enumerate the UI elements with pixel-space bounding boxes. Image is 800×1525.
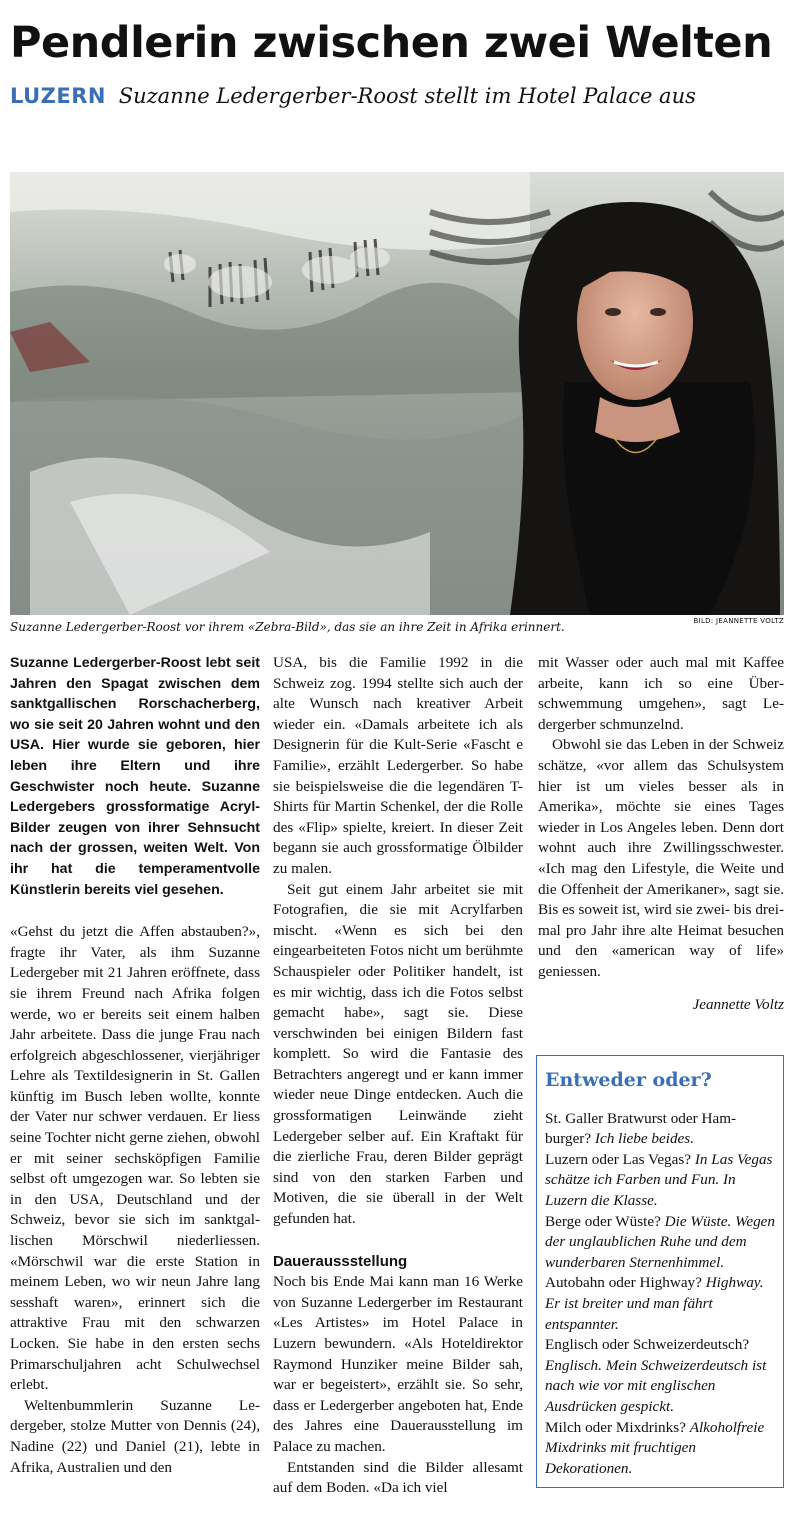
body-paragraph: Obwohl sie das Leben in der Schweiz schätze, «vor allem das Schulsystem hier ist um vieles besser als in Amerika», möchte sie eines Tages wieder in Los Angeles leben. Denn dort wohnt auch ihre Zwillingsschwester. «Ich mag den Lifestyle, die Weite und die Offenheit der Amerikaner», sagt sie. Bis es soweit ist, wird sie zwei- bis dreimal pro Jahr ihre alte Heimat besuchen und den «american way of life» geniessen. <box>538 736 784 980</box>
body-paragraph: Weltenbummlerin Suzanne Ledergeber, stolze Mutter von Dennis (24), Nadine (22) und Daniel (21), lebte in Afrika, Australien und den <box>10 1396 260 1476</box>
qa-answer: In Las Vegas schätze ich Farben und Fun. In Luzern die Klasse. <box>545 1150 773 1210</box>
qa-answer: Die Wüste. Wegen der unglaublichen Ruhe und dem wunderbaren Sternenhimmel. <box>545 1212 776 1271</box>
headline: Pendlerin zwischen zwei Welten <box>10 18 773 68</box>
column-3 <box>538 653 784 1488</box>
body-paragraph: mit Wasser oder auch mal mit Kaffee arbeite, kann ich so eine Überschwemmung umgehen», sagt Ledergerber schmunzelnd. <box>538 654 784 733</box>
infobox <box>536 1055 784 1488</box>
qa-item <box>545 1212 775 1274</box>
subheadline <box>10 84 790 108</box>
qa-item <box>545 1150 775 1212</box>
column-2 <box>273 653 523 1499</box>
lead-paragraph: Suzanne Ledergerber-Roost lebt seit Jahren den Spagat zwischen dem sanktgallischen Rorschacherberg, wo sie seit 20 Jahren wohnt und den USA. Hier wurde sie geboren, hier leben ihre Eltern und ihre Geschwister noch heute. Suzanne Ledergebers grossformatige Acryl-Bilder zeugen von ihrer Sehnsucht nach der grossen, weiten Welt. Von ihr hat die temperamentvolle Künstlerin bereits viel gesehen. <box>10 655 260 898</box>
qa-question: Autobahn oder Highway? <box>545 1274 702 1292</box>
qa-question: Berge oder Wüste? <box>545 1212 661 1230</box>
deck: Suzanne Ledergerber-Roost stellt im Hotel Palace aus <box>118 84 696 108</box>
qa-answer: Alkoholfreie Mixdrinks mit fruchtigen Dekorationen. <box>545 1418 765 1477</box>
body-paragraph: USA, bis die Familie 1992 in die Schweiz zog. 1994 stellte sich auch der alte Wunsch nach kreativer Arbeit wieder ein. «Damals arbeitete ich als Designerin für die Kult-Serie «Fascht e Familie», erzählt Ledergerber. So habe sie beispielsweise die die legendären T-Shirts für Martin Schenkel, der die Rolle des «Flip» spielte, kreiert. In dieser Zeit begann sie auch grossformatige Ölbilder zu malen. <box>273 654 523 877</box>
qa-question: St. Galler Bratwurst oder Hamburger? <box>545 1109 737 1148</box>
body-paragraph: «Gehst du jetzt die Affen abstauben?», fragte ihr Vater, als ihm Suzanne Ledergeber mit 21 Jahren eröffnete, dass sie ihrem Freund nach Afrika folgen werde, wo er bereits seit einem halben Jahr arbeitete. Dass die junge Frau nach erfolgreich abgeschlossener, vierjähriger Lehre als Textildesignerin in St. Gallen künftig im Busch leben wollte, konnte der Vater nur schwer verdauen. Er liess seine Tochter nicht gerne ziehen, obwohl er mit seiner sechsköpfigen Familie selbst oft umgezogen war. So lebten sie in den USA, Deutschland und der Schweiz, bevor sie sich im sanktgallischen Mörschwil niederliessen. «Mörschwil war die erste Station in meinem Leben, wo wir neun Jahre lang sesshaft waren», erinnert sich die attraktive Frau mit den schwarzen Locken. Sie habe in den ersten sechs Primarschuljahren acht Schulwechsel erlebt. <box>10 923 260 1394</box>
portrait-photo-icon <box>10 172 784 615</box>
photo-credit: BILD: JEANNETTE VOLTZ <box>693 617 784 625</box>
qa-item <box>545 1109 775 1150</box>
qa-item <box>545 1418 775 1480</box>
qa-question: Englisch oder Schweizerdeutsch? <box>545 1336 750 1354</box>
qa-answer: Highway. Er ist breiter und man fährt entspannter. <box>545 1274 764 1333</box>
section-heading: Daueraussstellung <box>273 1252 408 1270</box>
qa-answer: Ich liebe beides. <box>594 1130 695 1148</box>
qa-question: Milch oder Mixdrinks? <box>545 1418 686 1436</box>
dateline: LUZERN <box>10 84 107 108</box>
photo-caption: Suzanne Ledergerber-Roost vor ihrem «Zebra-Bild», das sie an ihre Zeit in Afrika erinnert. <box>10 620 565 634</box>
qa-answer: Englisch. Mein Schweizerdeutsch ist nach wie vor mit englischen Ausdrücken gespickt. <box>545 1356 767 1415</box>
qa-item <box>545 1335 775 1417</box>
body-paragraph: Noch bis Ende Mai kann man 16 Werke von Suzanne Ledergerber im Restaurant «Les Artistes» im Hotel Palace in Luzern bewundern. «Als Hoteldirektor Raymond Hunziker meine Bilder sah, war er begeistert», erzählt sie. So sehr, dass er Ledergerber angeboten hat, Ende des Jahres eine Dauerausstellung im Palace zu machen. <box>273 1273 523 1455</box>
body-paragraph: Seit gut einem Jahr arbeitet sie mit Fotografien, die sie mit Acrylfarben mischt. «Wenn es sich bei den eingearbeiteten Fotos nicht um berühmte Schauspieler oder Politiker handelt, ist es mir wichtig, dass ich die Fotos selbst gemacht habe», sagt sie. Diese verschwinden bei einigen Bildern fast komplett. So wird die Fantasie des Betrachters angeregt und er kann immer wieder neue Dinge entdecken. Auch die grossformatigen Leinwände zieht Ledergeber selber auf. Ein Kraftakt für die zierliche Frau, deren Bilder geprägt sind von den starken Farben und Motiven, die sie überall in der Welt gefunden hat. <box>273 880 523 1228</box>
body-paragraph: Entstanden sind die Bilder allesamt auf dem Boden. «Da ich viel <box>273 1458 523 1497</box>
qa-question: Luzern oder Las Vegas? <box>545 1150 692 1168</box>
column-1 <box>10 653 260 1478</box>
infobox-title: Entweder oder? <box>545 1069 712 1092</box>
article-photo <box>10 172 784 615</box>
qa-item <box>545 1273 775 1335</box>
author-byline: Jeannette Voltz <box>692 995 784 1013</box>
